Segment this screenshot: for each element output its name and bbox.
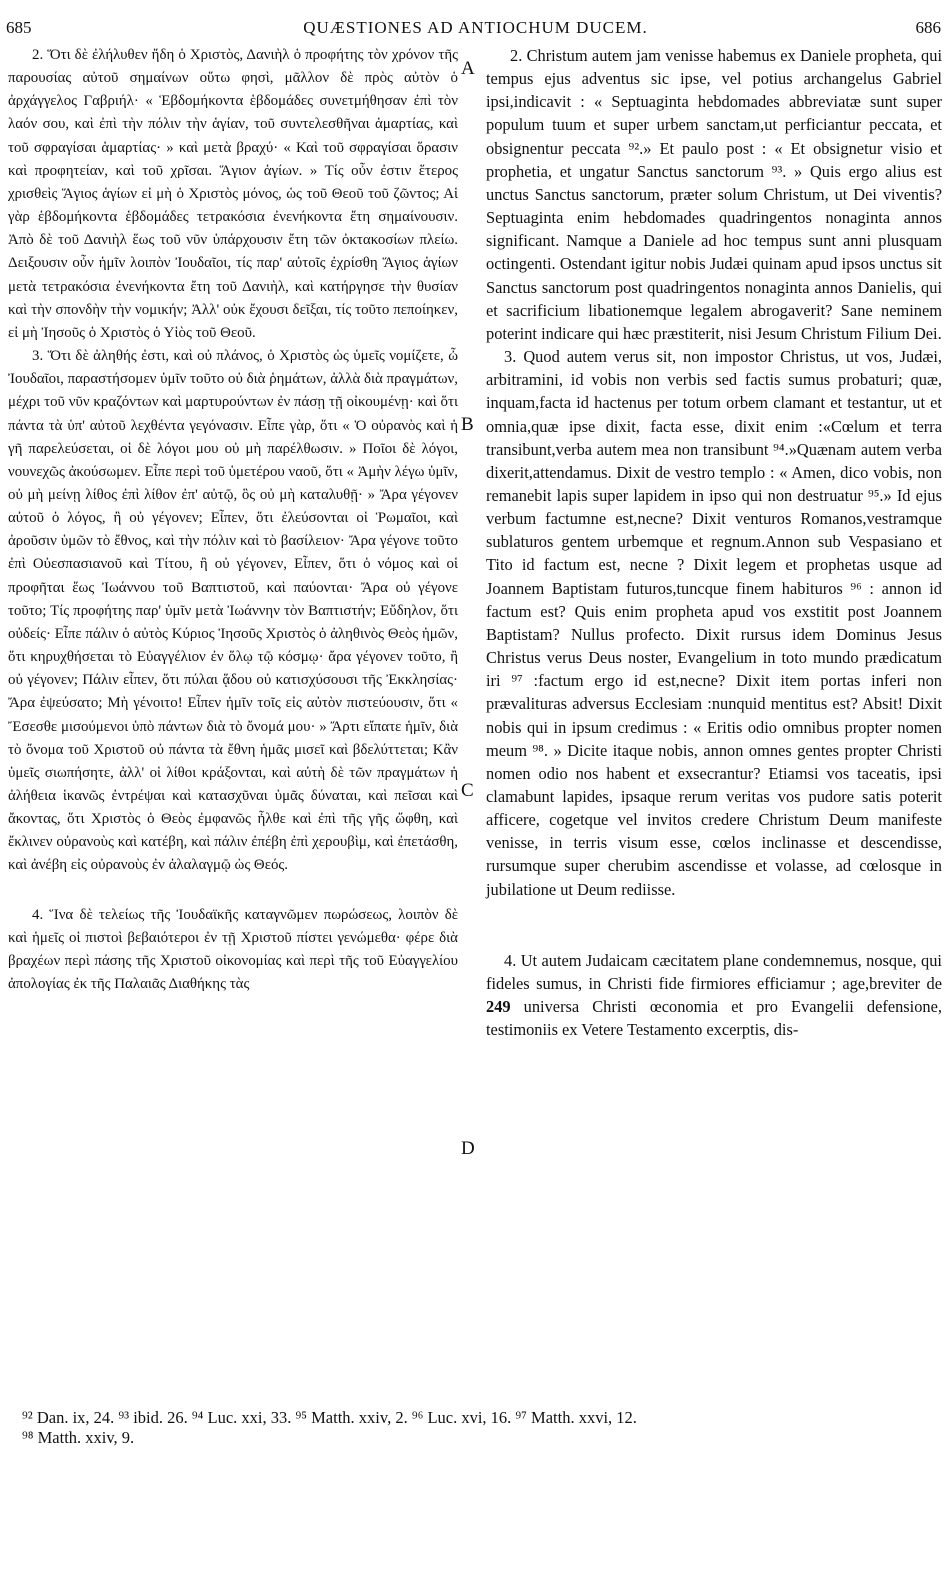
page-number-right: 686 (915, 18, 941, 37)
page-header (0, 18, 951, 42)
latin-column (486, 44, 942, 1041)
footnotes (22, 1408, 942, 1448)
margin-letter-b: B (461, 414, 474, 435)
latin-paragraph-3: 3. Quod autem verus sit, non impostor Christus, ut vos, Judæi, arbitramini, id vobis non verbis sed factis sumus probaturi; quæ, inquam,facta id hactenus per totum orbem clamant et testantur, ut et omnia,quæ ipse dixit, facta esse, dixit enim :«Cœlum et terra transibunt,verba autem mea non transibunt ⁹⁴.»Quænam autem verba dixerit,attendamus. Dixit de vestro templo : « Amen, dico vobis, non remanebit lapis super lapidem in ipso qui non destruatur ⁹⁵.» Id ejus verbum factumne est,necne? Dixit venturos Romanos,vestramque sublaturos gentem urbemque et regnum.Annon sub Vespasiano et Tito id factum est, necne ? Dixit legem et prophetas usque ad Joannem Baptistam futuros,tuncque finem habituros ⁹⁶ : annon id factum est? Quis enim propheta apud vos exstitit post Joannem Baptistam? Nullus profecto. Dixit rursus idem Dominus Jesus Christus verus Deus noster, Evangelium in toto mundo prædicatum iri ⁹⁷ :factum ergo id est,necne? Dixit item portas inferi non prævalituras adversus Ecclesiam :nunquid mentitus est? Absit! Dixit nobis qui in ipsum credimus : « Eritis odio omnibus propter nomen meum ⁹⁸. » Dicite itaque nobis, annon omnes gentes propter Christi nomen odio nos habent et exsecrantur? Etiamsi vos taceatis, ipsi clamabunt lapides, ipsaque rerum veritas vos pudore satis poterit afficere, cogetque vel invitos credere Christum Deum manifeste venisse, in terris visum esse, cœlos inclinasse et descendisse, rursumque super cherubim ascendisse et volasse, ad cœlosque in jubilatione ut Deum rediisse. (486, 347, 942, 899)
latin-p4-text-end: universa Christi œconomia et pro Evangelii defensione, testimoniis ex Vetere Testamento excerptis, dis- (486, 997, 942, 1040)
running-title: QUÆSTIONES AD ANTIOCHUM DUCEM. (303, 18, 648, 37)
margin-letter-c: C (461, 780, 474, 801)
column-number-249: 249 (486, 997, 511, 1017)
margin-letter-d: D (461, 1138, 475, 1159)
margin-letter-a: A (461, 58, 475, 79)
page-number-left: 685 (6, 18, 32, 37)
latin-paragraph-4 (486, 949, 942, 1042)
greek-paragraph-2: 2. Ὅτι δὲ ἐλήλυθεν ἤδη ὁ Χριστὸς, Δανιὴλ ὁ προφήτης τὸν χρόνον τῆς παρουσίας αὐτοῦ σημαίνων οὕτω φησὶ, μᾶλλον δὲ πρὸς αὐτὸν ὁ ἀρχάγγελος Γαβριήλ· « Ἑβδομήκοντα ἑβδομάδες συνετμήθησαν ἐπὶ τὸν λαόν σου, καὶ ἐπὶ τὴν πόλιν τὴν ἁγίαν, τοῦ συντελεσθῆναι ἁμαρτίας, καὶ τοῦ σφραγίσαι ἁμαρτίας· » καὶ μετὰ βραχύ· « Καὶ τοῦ σφραγίσαι ὅρασιν καὶ προφητείαν, καὶ τοῦ χρῖσαι. Ἅγιον ἁγίων. » Τίς οὖν ἐστιν ἕτερος χρισθεὶς Ἅγιος ἁγίων εἰ μὴ ὁ Χριστὸς μόνος, ὡς τοῦ Θεοῦ τοῦ ζῶντος; Αἱ γὰρ ἑβδομήκοντα ἑβδομάδες τετρακόσια ἐνενήκοντα ἔτη σημαίνουσιν. Ἀπὸ δὲ τοῦ Δανιὴλ ἕως τοῦ νῦν ὑπάρχουσιν ἔτη τῶν ὀκτακοσίων πλείω. Δειξουσιν οὖν ἡμῖν λοιπὸν Ἰουδαῖοι, τίς παρ' αὐτοῖς ἐχρίσθη Ἅγιος ἁγίων μετὰ τετρακόσια ἐνενήκοντα ἔτη τοῦ Δανιὴλ, καὶ κατήργησε τὴν θυσίαν καὶ τὴν σπονδὴν τὴν νομικήν; Ἀλλ' οὐκ ἔχουσι δεῖξαι, τίς τοῦτο πεποίηκεν, εἰ μὴ Ἰησοῦς ὁ Χριστὸς ὁ Υἱὸς τοῦ Θεοῦ. (8, 47, 458, 341)
greek-paragraph-4: 4. Ἵνα δὲ τελείως τῆς Ἰουδαϊκῆς καταγνῶμεν πωρώσεως, λοιπὸν δὲ καὶ ἡμεῖς οἱ πιστοὶ βεβαιότεροι ἐν τῇ Χριστοῦ πίστει γενώμεθα· φέρε διὰ βραχέων περὶ πάσης τῆς Χριστοῦ οἰκονομίας καὶ περὶ τῆς τοῦ Εὐαγγελίου ἀπολογίας ἐκ τῆς Παλαιᾶς Διαθήκης τὰς (8, 906, 458, 993)
greek-paragraph-3: 3. Ὅτι δὲ ἀληθής ἐστι, καὶ οὐ πλάνος, ὁ Χριστὸς ὡς ὑμεῖς νομίζετε, ὦ Ἰουδαῖοι, παραστήσομεν ὑμῖν τοῦτο οὐ διὰ ῥημάτων, ἀλλὰ διὰ πραγμάτων, μέχρι τοῦ νῦν κραζόντων καὶ μαρτυρούντων ἐν πάσῃ τῇ οἰκουμένῃ· καὶ ὅτι πάντα τὰ ὑπ' αὐτοῦ λεχθέντα γεγόνασιν. Εἶπε γὰρ, ὅτι « Ὁ οὐρανὸς καὶ ἡ γῆ παρελεύσεται, οἱ δὲ λόγοι μου οὐ μὴ παρέλθωσιν. » Ποῖοι δὲ λόγοι, νουνεχῶς ἀκούσωμεν. Εἶπε περὶ τοῦ ὑμετέρου ναοῦ, ὅτι « Ἀμὴν λέγω ὑμῖν, οὐ μὴ μείνῃ λίθος ἐπὶ λίθον ἐπ' αὐτῷ, ὃς οὐ μὴ καταλυθῇ· » Ἄρα γέγονεν αὐτοῦ ὁ λόγος, ἢ οὐ γέγονεν; Εἶπεν, ὅτι ἐλεύσονται οἱ Ῥωμαῖοι, καὶ ἀροῦσιν ὑμῶν τὸ ἔθνος, καὶ τὴν πόλιν καὶ τὸ βασίλειον· Ἄρα γέγονε τοῦτο ἐπὶ Οὐεσπασιανοῦ καὶ Τίτου, ἢ οὐ γέγονεν, Εἶπεν, ὅτι ὁ νόμος καὶ οἱ προφῆται ἕως Ἰωάννου τοῦ Βαπτιστοῦ, καὶ παύονται· Ἄρα οὐ γέγονε τοῦτο; Τίς προφήτης παρ' ὑμῖν μετὰ Ἰωάννην τὸν Βαπτιστήν; Εὔδηλον, ὅτι οὐδείς· Εἶπε πάλιν ὁ αὐτὸς Κύριος Ἰησοῦς Χριστὸς ὁ ἀληθινὸς Θεὸς ἡμῶν, ὅτι κηρυχθήσεται τὸ Εὐαγγέλιον ἐν ὅλῳ τῷ κόσμῳ· ἄρα γέγονεν τοῦτο, ἢ οὐ γέγονεν; Πάλιν εἶπεν, ὅτι πύλαι ᾅδου οὐ κατισχύσουσι τῆς Ἐκκλησίας· Ἄρα ἐψεύσατο; Μὴ γένοιτο! Εἶπεν ἡμῖν τοῖς εἰς αὐτὸν πιστεύουσιν, ὅτι « Ἔσεσθε μισούμενοι ὑπὸ πάντων διὰ τὸ ὄνομά μου· » Ἄρτι εἴπατε ἡμῖν, διὰ τὸ ὄνομα τοῦ Χριστοῦ οὐ πάντα τὰ ἔθνη ἡμᾶς μισεῖ καὶ βδελύττεται; Κἂν ὑμεῖς σιωπήσητε, ἀλλ' οἱ λίθοι κράξονται, καὶ αὐτὴ δὲ τῶν πραγμάτων ἡ ἀλήθεια ἱκανῶς ἐντρέψαι καὶ κατασχῦναι ὑμᾶς δύναται, καὶ πεῖσαι καὶ ἄκοντας, ὅτι Χριστὸς ὁ Θεὸς ἐμφανῶς ἦλθε καὶ ἐπὶ τῆς γῆς ὤφθη, καὶ ἔκλινεν οὐρανοὺς καὶ κατέβη, καὶ πάλιν ἐπέβη ἐπὶ χερουβὶμ, καὶ ἐπετάσθη, καὶ ἀνέβη εἰς οὐρανοὺς ἐν ἀλαλαγμῷ ὡς Θεός. (8, 348, 458, 874)
footnote-line-1: ⁹² Dan. ix, 24. ⁹³ ibid. 26. ⁹⁴ Luc. xxi, 33. ⁹⁵ Matth. xxiv, 2. ⁹⁶ Luc. xvi, 16. ⁹⁷ Matth. xxvi, 12. (22, 1408, 637, 1427)
footnote-line-2: ⁹⁸ Matth. xxiv, 9. (22, 1428, 135, 1447)
latin-paragraph-2: 2. Christum autem jam venisse habemus ex Daniele propheta, qui tempus ejus adventus sic ipse, vel potius archangelus Gabriel ipsi,indicavit : « Septuaginta hebdomades abbreviatæ sunt super populum tuum et super urbem sanctam,ut perficiantur peccata, et obsignentur peccata ⁹².» Et paulo post : « Et obsignetur visio et prophetia, et ungatur Sanctus sanctorum ⁹³. » Quis ergo alius est unctus Sanctus sanctorum, præter solum Christum, ut Dei viventis? Septuaginta enim hebdomades quadringentos nonaginta annos significant. Namque a Daniele ad hoc tempus sunt anni plusquam octingenti. Ostendant igitur nobis Judæi quinam apud ipsos unctus sit Sanctus sanctorum post quadringentos nonaginta annos Danielis, qui et sacrificium libationemque legalem abrogaverit? Sane neminem poterint indicare qui hæc præstiterit, nisi Jesum Christum Filium Dei. (486, 46, 942, 343)
latin-p4-text-start: 4. Ut autem Judaicam cæcitatem plane condemnemus, nosque, qui fideles sumus, in Christi fide firmiores efficiamur ; age,breviter de (486, 950, 942, 993)
greek-column (8, 44, 458, 996)
